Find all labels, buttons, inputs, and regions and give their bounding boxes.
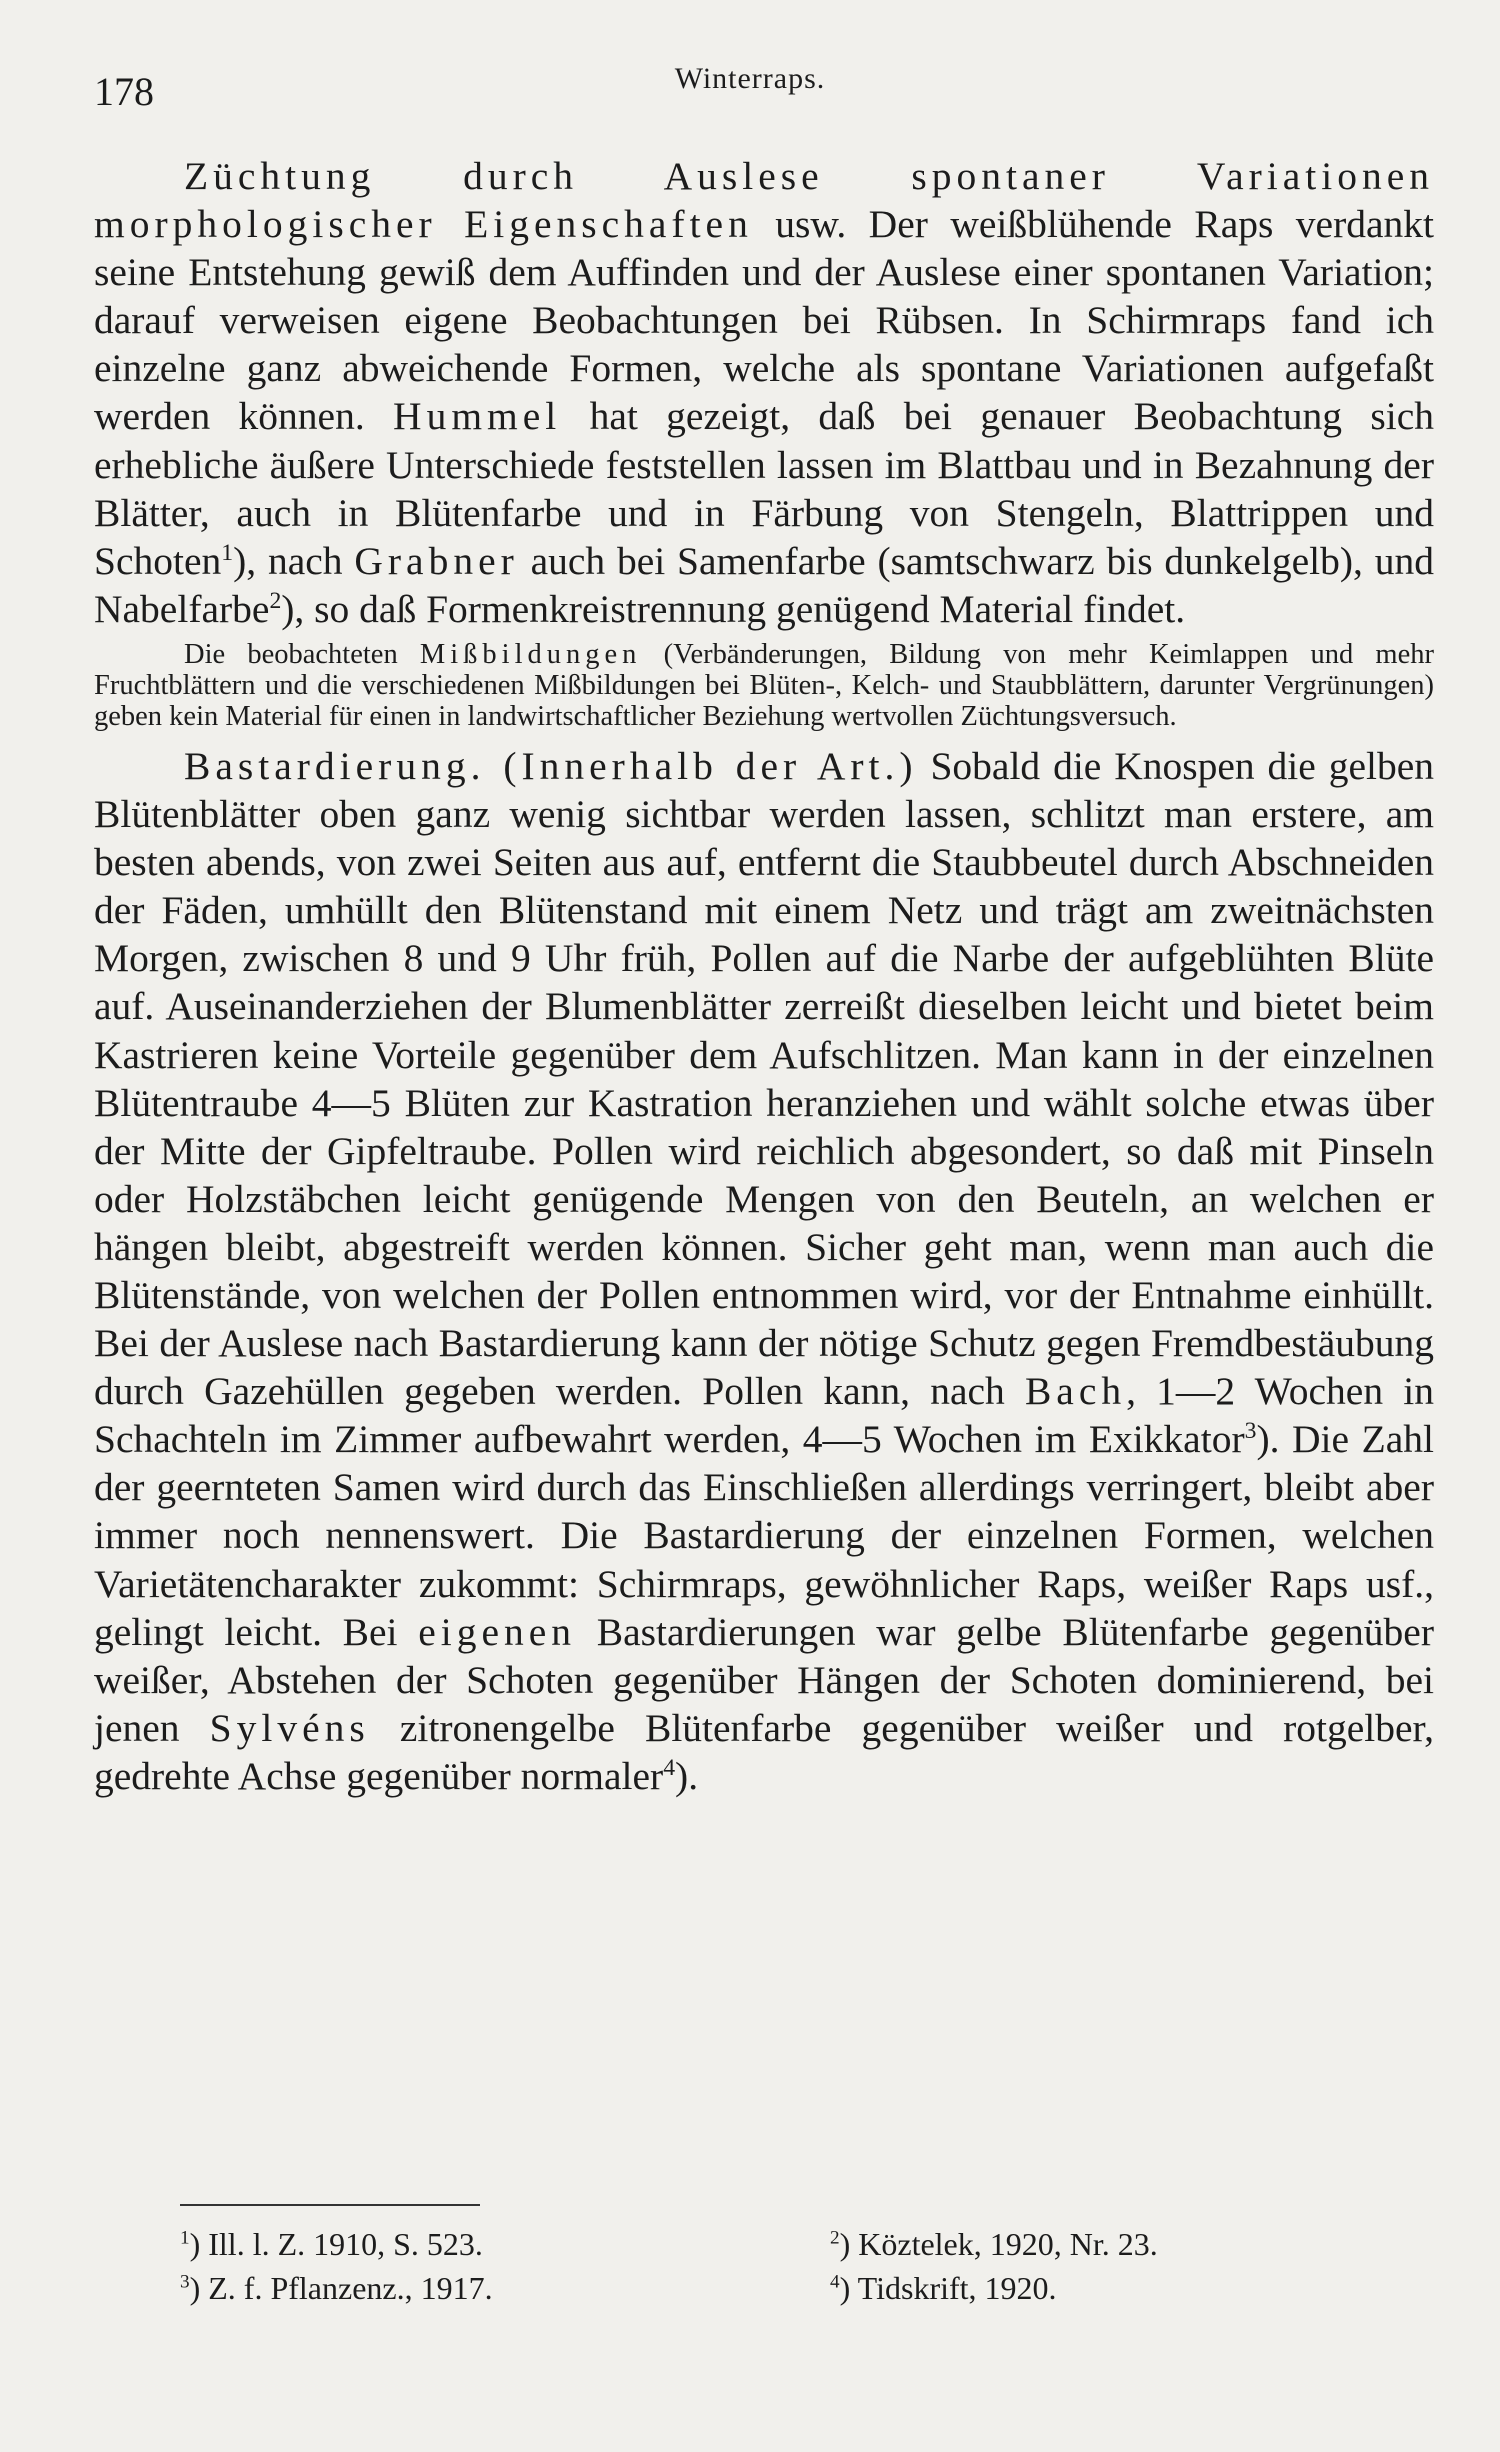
paragraph-hybridization: Bastardierung. (Innerhalb der Art.) Sobald die Knospen die gelben Blütenblätter oben ganz wenig sichtbar werden lassen, schlitzt man erstere, am besten abends, von zwei Seiten aus auf, entfernt die Staubbeutel durch Abschneiden der Fäden, umhüllt den Blütenstand mit einem Netz und trägt am zweitnächsten Morgen, zwischen 8 und 9 Uhr früh, Pollen auf die Narbe der aufgeblühten Blüte auf. Auseinanderziehen der Blumenblätter zerreißt dieselben leicht und bietet beim Kastrieren keine Vorteile gegenüber dem Aufschlitzen. Man kann in der einzelnen Blütentraube 4—5 Blüten zur Kastration heranziehen und wählt solche etwas über der Mitte der Gipfeltraube. Pollen wird reichlich abgesondert, so daß mit Pinseln oder Holzstäbchen leicht genügende Mengen von den Beuteln, an welchen er hängen bleibt, abgestreift werden können. Sicher geht man, wenn man auch die Blütenstände, von welchen der Pollen entnommen wird, vor der Entnahme einhüllt. Bei der Auslese nach Bastardierung kann der nötige Schutz gegen Fremdbestäubung durch Gazehüllen gegeben werden. Pollen kann, nach Bach, 1—2 Wochen in Schachteln im Zimmer aufbewahrt werden, 4—5 Wochen im Exikkator$^3$). Die Zahl der geernteten Samen wird durch das Einschließen allerdings verringert, bleibt aber immer noch nennenswert. Die Bastardierung der einzelnen Formen, welchen Varietätencharakter zukommt: Schirmraps, gewöhnlicher Raps, weißer Raps usf., gelingt leicht. Bei eigenen Bastardierungen war gelbe Blütenfarbe gegenüber weißer, Abstehen der Schoten gegenüber Hängen der Schoten dominierend, bei jenen Sylvéns zitronengelbe Blütenfarbe gegenüber weißer und rotgelber, gedrehte Achse gegenüber normaler$^4$).	[94, 743, 1435, 1798]
author-grabner: Grabner	[354, 538, 519, 583]
footnote-ref-3: 3	[1244, 1418, 1257, 1445]
body-text	[94, 152, 1434, 1800]
footnote-ref-1: 1	[221, 539, 234, 566]
footnote-4: $^4$) Tidskrift, 1920.	[830, 2270, 1057, 2306]
section-lead-selection: Züchtung durch Auslese spontaner Variationen morphologischer Eigenschaften	[94, 154, 1434, 247]
footnote-2: $^2$) Köztelek, 1920, Nr. 23.	[830, 2226, 1158, 2262]
running-head: Winterraps.	[674, 62, 826, 95]
footnote-ref-4: 4	[663, 1754, 676, 1781]
footnote-ref-2: 2	[269, 587, 282, 614]
author-sylvens: Sylvéns	[209, 1705, 370, 1750]
author-bach: Bach	[1024, 1369, 1127, 1414]
page-header	[94, 62, 1406, 122]
footnote-rule	[180, 2204, 480, 2206]
page-number: 178	[94, 69, 154, 114]
footnote-3: $^3$) Z. f. Pflanzenz., 1917.	[180, 2270, 493, 2306]
emphasis-missbildungen: Mißbildungen	[419, 638, 642, 670]
section-lead-hybridization: Bastardierung. (Innerhalb der Art.)	[184, 743, 918, 788]
paragraph-malformations: Die beobachteten Mißbildungen (Verbänderungen, Bildung von mehr Keimlappen und mehr Fruchtblättern und die verschiedenen Mißbildungen bei Blüten-, Kelch- und Staubblättern, darunter Vergrünungen) geben kein Material für einen in landwirtschaftlicher Beziehung wertvollen Züchtungsversuch.	[94, 638, 1434, 732]
paragraph-selection: Züchtung durch Auslese spontaner Variationen morphologischer Eigenschaften usw. Der weißblühende Raps verdankt seine Entstehung gewiß dem Auffinden und der Auslese einer spontanen Variation; darauf verweisen eigene Beobachtungen bei Rübsen. In Schirmraps fand ich einzelne ganz abweichende Formen, welche als spontane Variationen aufgefaßt werden können. Hummel hat gezeigt, daß bei genauer Beobachtung sich erhebliche äußere Unterschiede feststellen lassen im Blattbau und in Bezahnung der Blätter, auch in Blütenfarbe und in Färbung von Stengeln, Blattrippen und Schoten$^1$), nach Grabner auch bei Samenfarbe (samtschwarz bis dunkelgelb), und Nabelfarbe$^2$), so daß Formenkreistrennung genügend Material findet.	[94, 154, 1435, 631]
footnote-1: $^1$) Ill. l. Z. 1910, S. 523.	[180, 2226, 483, 2262]
emphasis-eigenen: eigenen	[418, 1609, 577, 1654]
author-hummel: Hummel	[393, 394, 562, 439]
